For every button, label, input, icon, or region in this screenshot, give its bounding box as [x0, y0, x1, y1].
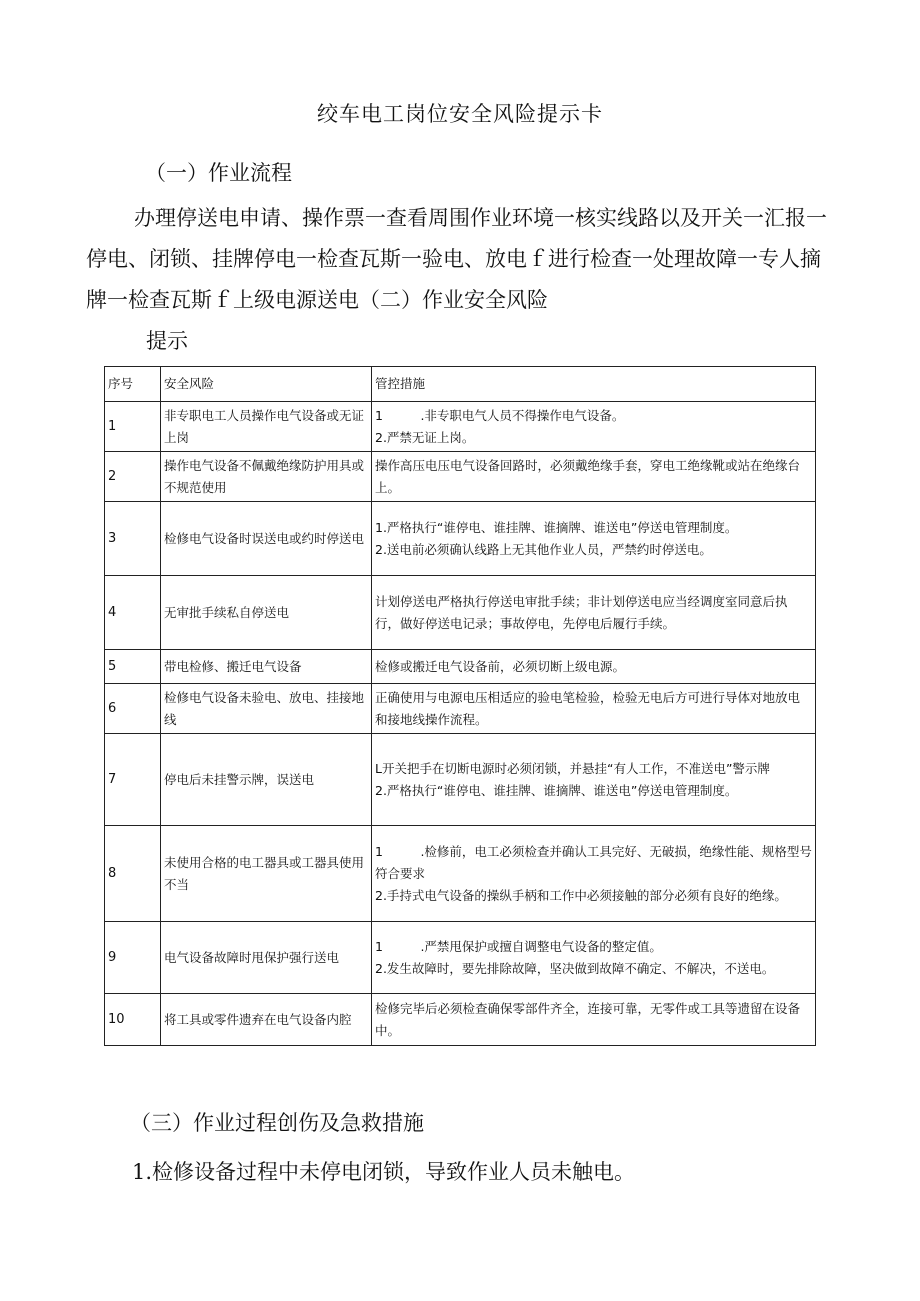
row-risk: 操作电气设备不佩戴绝缘防护用具或不规范使用 — [161, 452, 372, 502]
row-number: 3 — [105, 502, 161, 576]
measure-line: 2.手持式电气设备的操纵手柄和工作中必须接触的部分必须有良好的绝缘。 — [375, 887, 787, 903]
risk-table — [104, 366, 816, 1046]
row-measures — [372, 826, 816, 922]
measure-line: 1 .检修前，电工必须检查并确认工具完好、无破损，绝缘性能、规格型号符合要求 — [375, 843, 812, 881]
measure-line: 2.严格执行“谁停电、谁挂牌、谁摘牌、谁送电”停送电管理制度。 — [375, 782, 738, 798]
row-risk: 带电检修、搬迁电气设备 — [161, 650, 372, 684]
section-heading-first-aid: （三）作业过程创伤及急救措施 — [130, 1111, 424, 1135]
row-risk: 电气设备故障时甩保护强行送电 — [161, 922, 372, 994]
row-number: 7 — [105, 734, 161, 826]
row-risk: 将工具或零件遗弃在电气设备内腔 — [161, 994, 372, 1046]
workflow-text: 办理停送电申请、操作票一查看周围作业环境一核实线路以及开关一汇报一停电、闭锁、挂牌停电一检查瓦斯一验电、放电ｆ进行检查一处理故障一专人摘牌一检查瓦斯ｆ上级电源送电（二）作业安全风险 — [86, 206, 827, 312]
row-risk: 无审批手续私自停送电 — [161, 576, 372, 650]
table-row — [105, 684, 816, 734]
row-number: 8 — [105, 826, 161, 922]
measure-line: 1.严格执行“谁停电、谁挂牌、谁摘牌、谁送电”停送电管理制度。 — [375, 519, 738, 535]
header-num: 序号 — [105, 367, 161, 402]
row-measures — [372, 650, 816, 684]
measure-line: 1 .严禁甩保护或擅自调整电气设备的整定值。 — [375, 938, 662, 954]
table-row — [105, 402, 816, 452]
table-header-row — [105, 367, 816, 402]
row-number: 10 — [105, 994, 161, 1046]
header-risk: 安全风险 — [161, 367, 372, 402]
measure-line: 检修或搬迁电气设备前，必须切断上级电源。 — [375, 658, 626, 674]
measure-line: L开关把手在切断电源时必须闭锁，并悬挂“有人工作，不准送电”警示牌 — [375, 760, 770, 776]
measure-line: 操作高压电压电气设备回路时，必须戴绝缘手套，穿电工绝缘靴或站在绝缘台上。 — [375, 457, 801, 495]
measure-line: 2.送电前必须确认线路上无其他作业人员，严禁约时停送电。 — [375, 541, 712, 557]
row-measures — [372, 734, 816, 826]
workflow-paragraph — [86, 198, 836, 362]
row-measures — [372, 684, 816, 734]
row-measures — [372, 922, 816, 994]
section-heading-workflow: （一）作业流程 — [145, 161, 292, 185]
row-measures — [372, 452, 816, 502]
table-row — [105, 922, 816, 994]
row-risk: 检修电气设备未验电、放电、挂接地线 — [161, 684, 372, 734]
header-measures: 管控措施 — [372, 367, 816, 402]
table-row — [105, 734, 816, 826]
row-risk: 检修电气设备时误送电或约时停送电 — [161, 502, 372, 576]
table-row — [105, 826, 816, 922]
row-risk: 非专职电工人员操作电气设备或无证上岗 — [161, 402, 372, 452]
table-row — [105, 994, 816, 1046]
row-measures — [372, 502, 816, 576]
document-title: 绞车电工岗位安全风险提示卡 — [317, 102, 603, 126]
row-number: 9 — [105, 922, 161, 994]
first-aid-item-1: 1.检修设备过程中未停电闭锁，导致作业人员未触电。 — [132, 1160, 636, 1184]
row-measures — [372, 994, 816, 1046]
row-number: 6 — [105, 684, 161, 734]
table-row — [105, 650, 816, 684]
measure-line: 检修完毕后必须检查确保零部件齐全，连接可靠，无零件或工具等遗留在设备中。 — [375, 1000, 801, 1038]
measure-line: 2.严禁无证上岗。 — [375, 429, 475, 445]
row-risk: 停电后未挂警示牌，误送电 — [161, 734, 372, 826]
row-risk: 未使用合格的电工器具或工器具使用不当 — [161, 826, 372, 922]
row-number: 4 — [105, 576, 161, 650]
measure-line: 计划停送电严格执行停送电审批手续；非计划停送电应当经调度室同意后执行，做好停送电记录；事故停电，先停电后履行手续。 — [375, 593, 788, 631]
measure-line: 正确使用与电源电压相适应的验电笔检验，检验无电后方可进行导体对地放电和接地线操作流程。 — [375, 689, 801, 727]
measure-line: 1 .非专职电气人员不得操作电气设备。 — [375, 407, 625, 423]
table-row — [105, 502, 816, 576]
row-number: 1 — [105, 402, 161, 452]
row-number: 2 — [105, 452, 161, 502]
table-row — [105, 452, 816, 502]
workflow-text-tail: 提示 — [146, 329, 188, 353]
row-measures — [372, 576, 816, 650]
measure-line: 2.发生故障时，要先排除故障，坚决做到故障不确定、不解决，不送电。 — [375, 960, 775, 976]
table-row — [105, 576, 816, 650]
row-measures — [372, 402, 816, 452]
row-number: 5 — [105, 650, 161, 684]
